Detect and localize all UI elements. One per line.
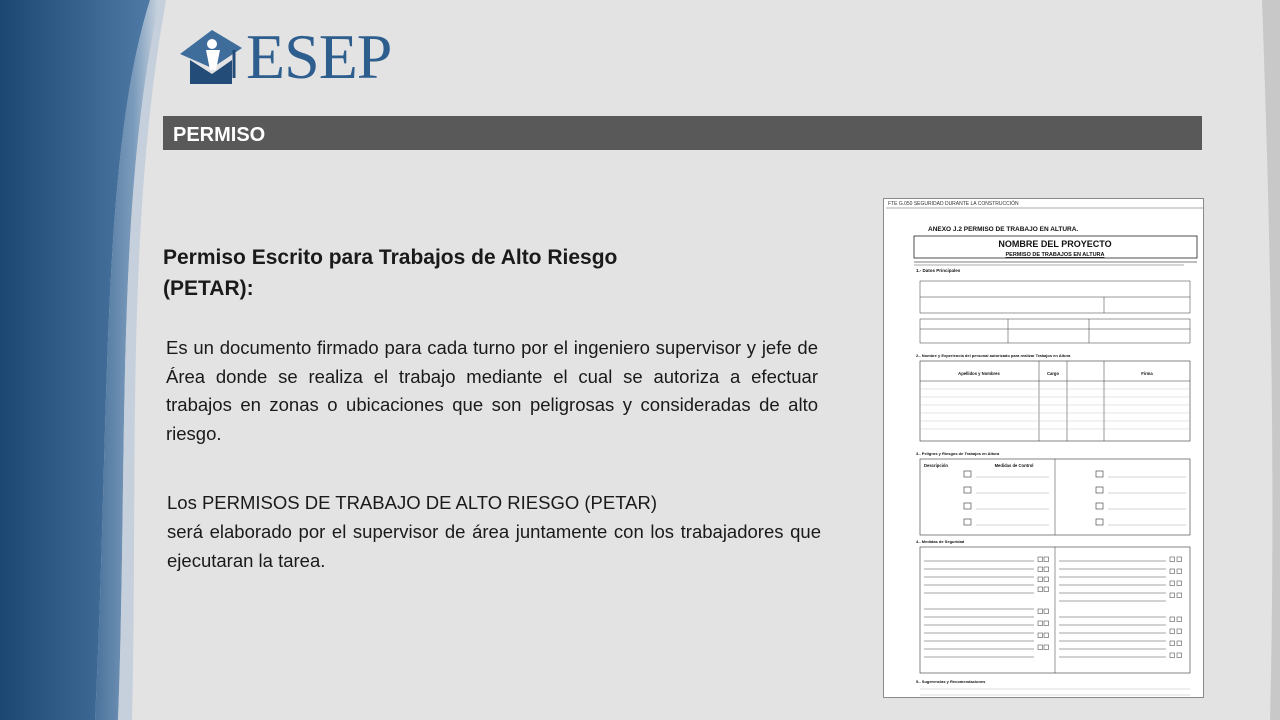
doc-col-medidas: Medidas de Control [994, 463, 1034, 468]
elaboration-line-1: Los PERMISOS DE TRABAJO DE ALTO RIESGO (PETAR) [167, 492, 658, 513]
logo-text: ESEP [246, 21, 392, 92]
doc-section-1: 1.- Datos Principales [916, 268, 961, 273]
esep-logo [176, 21, 392, 92]
doc-section-3: 3.- Peligros y Riesgos de Trabajos en Altura [916, 451, 1000, 456]
doc-col-apellidos: Apellidos y Nombres [958, 371, 1000, 376]
doc-col-descripcion: Descripción [924, 463, 948, 468]
graduation-cap-icon [176, 24, 244, 90]
page-heading [163, 242, 683, 304]
doc-project-name: NOMBRE DEL PROYECTO [998, 239, 1112, 249]
doc-permit-subtitle: PERMISO DE TRABAJOS EN ALTURA [1005, 252, 1105, 258]
definition-paragraph: Es un documento firmado para cada turno por el ingeniero supervisor y jefe de Área donde se realiza el trabajo mediante el cual se autoriza a efectuar trabajos en zonas o ubicaciones que son peligrosas y consideradas de alto riesgo. [166, 337, 818, 444]
elaboration-paragraph [167, 488, 821, 575]
elaboration-rest: será elaborado por el supervisor de área juntamente con los trabajadores que ejecutaran la tarea. [167, 521, 821, 571]
doc-col-cargo: Cargo [1046, 371, 1060, 376]
doc-section-2: 2.- Nombre y Experiencia del personal autorizado para realizar Trabajos en Altura [916, 353, 1071, 358]
section-title: PERMISO [173, 124, 266, 146]
petar-form-image [883, 198, 1204, 698]
heading-line-2: (PETAR): [163, 277, 254, 300]
doc-col-firma: Firma [1141, 371, 1153, 376]
doc-top-note: FTE G.050 SEGURIDAD DURANTE LA CONSTRUCCIÓN [888, 201, 1019, 207]
doc-section-5: 5.- Sugerencias y Recomendaciones [916, 679, 986, 684]
heading-line-1: Permiso Escrito para Trabajos de Alto Riesgo [163, 246, 618, 269]
section-header-bar [163, 116, 1202, 150]
doc-section-4: 4.- Medidas de Seguridad [916, 539, 965, 544]
doc-annex-title: ANEXO J.2 PERMISO DE TRABAJO EN ALTURA. [928, 226, 1079, 233]
